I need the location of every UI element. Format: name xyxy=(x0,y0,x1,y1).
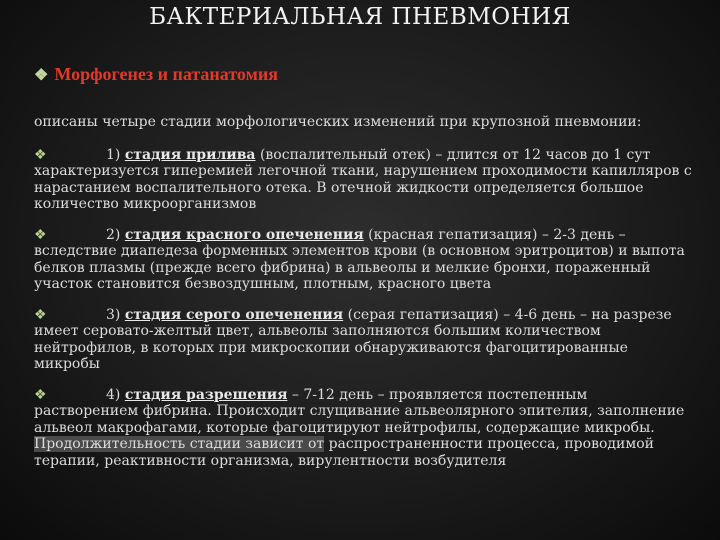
stage-text-tail: распространенности процесса, проводимой терапии, реактивности организма, вирулентности возбудителя xyxy=(34,436,654,469)
diamond-bullet-icon: ❖ xyxy=(34,146,47,163)
diamond-bullet-icon: ❖ xyxy=(34,306,47,323)
slide-body xyxy=(34,114,694,483)
stage-item-4 xyxy=(34,387,694,470)
stage-name: стадия красного опеченения xyxy=(124,226,364,243)
diamond-bullet-icon: ❖ xyxy=(34,67,49,84)
stage-name: стадия серого опеченения xyxy=(124,306,344,323)
stage-text: (красная гепатизация) – 2-3 день – вследствие диапедеза форменных элементов крови (в основном эритроцитов) и выпота белков плазмы (прежде всего фибрина) в альвеолы и мелкие бронхи, пораженный участок становится безвоздушным, плотным, красного цвета xyxy=(34,226,685,292)
stage-number: 1) xyxy=(106,146,121,163)
diamond-bullet-icon: ❖ xyxy=(34,226,47,243)
stage-text: (воспалительный отек) – длится от 12 часов до 1 сут характеризуется гиперемией легочной ткани, нарушением проходимости капилляров с нарастанием воспалительного отека. В отечной жидкости определяется большое количество микроорганизмов xyxy=(34,146,692,212)
stage-name: стадия разрешения xyxy=(124,386,288,403)
subtitle-text: Морфогенез и патанатомия xyxy=(54,64,278,84)
stage-item-2 xyxy=(34,227,694,293)
stage-text: (серая гепатизация) – 4-6 день – на разрезе имеет серовато-желтый цвет, альвеолы заполняются большим количеством нейтрофилов, в которых при микроскопии обнаруживаются фагоцитированные микробы xyxy=(34,306,672,372)
diamond-bullet-icon: ❖ xyxy=(34,386,47,403)
stage-item-3 xyxy=(34,307,694,373)
slide-title: БАКТЕРИАЛЬНАЯ ПНЕВМОНИЯ xyxy=(149,4,571,30)
stage-item-1 xyxy=(34,147,694,213)
highlighted-text: Продолжительность стадии зависит от xyxy=(34,436,325,452)
section-subtitle xyxy=(34,64,278,85)
stage-number: 3) xyxy=(106,306,121,323)
stage-name: стадия прилива xyxy=(124,146,256,163)
stage-text: – 7-12 день – проявляется постепенным растворением фибрина. Происходит слущивание альвеолярного эпителия, заполнение альвеол макрофагами, которые фагоцитируют нейтрофилы, содержащие микробы. xyxy=(34,386,685,436)
stage-number: 4) xyxy=(106,386,121,403)
stage-number: 2) xyxy=(106,226,121,243)
intro-paragraph: описаны четыре стадии морфологических изменений при крупозной пневмонии: xyxy=(34,114,642,130)
